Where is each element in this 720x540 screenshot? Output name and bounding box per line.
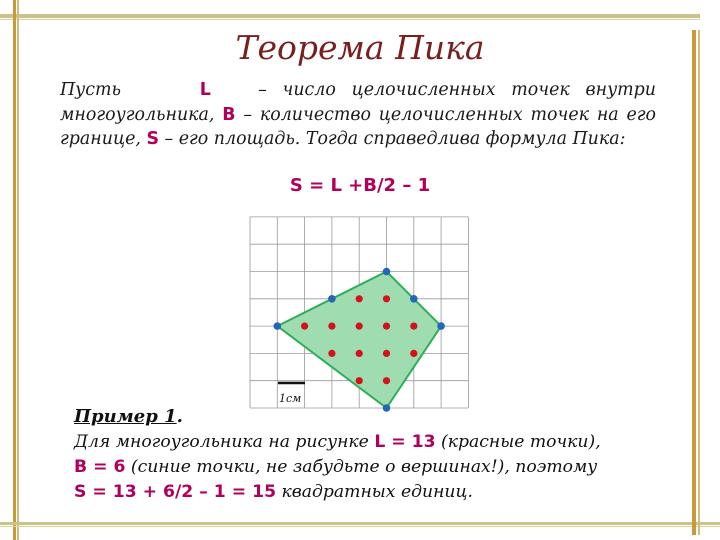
polygon-shape — [277, 272, 441, 409]
intro-text: Пусть — [60, 80, 121, 100]
example-title-dot: . — [176, 406, 183, 427]
intro-text: – количество целочисленных точек на его границе, — [60, 104, 657, 149]
example-value-B: B = 6 — [74, 457, 126, 477]
boundary-point — [274, 322, 282, 330]
pick-formula: S = L +B/2 – 1 — [289, 175, 431, 196]
example-text: Для многоугольника на рисунке — [74, 432, 369, 452]
interior-point — [328, 350, 335, 357]
example-heading — [74, 406, 183, 427]
var-L: L — [199, 80, 211, 100]
example-line-1 — [74, 432, 601, 452]
example-value-L: L = 13 — [374, 432, 436, 452]
interior-point — [356, 323, 363, 330]
interior-point — [301, 323, 308, 330]
var-B: B — [222, 104, 236, 125]
interior-point — [356, 295, 363, 302]
interior-point — [328, 323, 335, 330]
boundary-point — [383, 404, 391, 412]
intro-text: – число целочисленных точек внутри многоугольника, — [60, 80, 656, 125]
interior-point — [356, 377, 363, 384]
example-title: Пример 1 — [74, 406, 177, 427]
boundary-point — [383, 268, 391, 276]
interior-point — [383, 295, 390, 302]
interior-point — [410, 323, 417, 330]
interior-point — [383, 350, 390, 357]
intro-text: – его площадь. Тогда справедлива формула Пика: — [164, 129, 626, 149]
slide-title: Теорема Пика — [235, 28, 485, 67]
interior-point — [410, 350, 417, 357]
boundary-point — [328, 295, 336, 303]
interior-point — [356, 350, 363, 357]
interior-point — [383, 323, 390, 330]
var-S: S — [146, 129, 159, 149]
boundary-point — [410, 295, 418, 303]
interior-point — [383, 377, 390, 384]
example-line-2 — [74, 457, 597, 477]
example-value-S: S = 13 + 6/2 – 1 = 15 — [74, 482, 277, 502]
boundary-point — [437, 322, 445, 330]
example-text: (красные точки), — [441, 432, 601, 452]
scale-label: 1см — [279, 392, 302, 405]
example-line-3 — [74, 482, 473, 502]
example-text: квадратных единиц. — [281, 482, 473, 502]
example-text: (синие точки, не забудьте о вершинах!), поэтому — [130, 457, 598, 477]
